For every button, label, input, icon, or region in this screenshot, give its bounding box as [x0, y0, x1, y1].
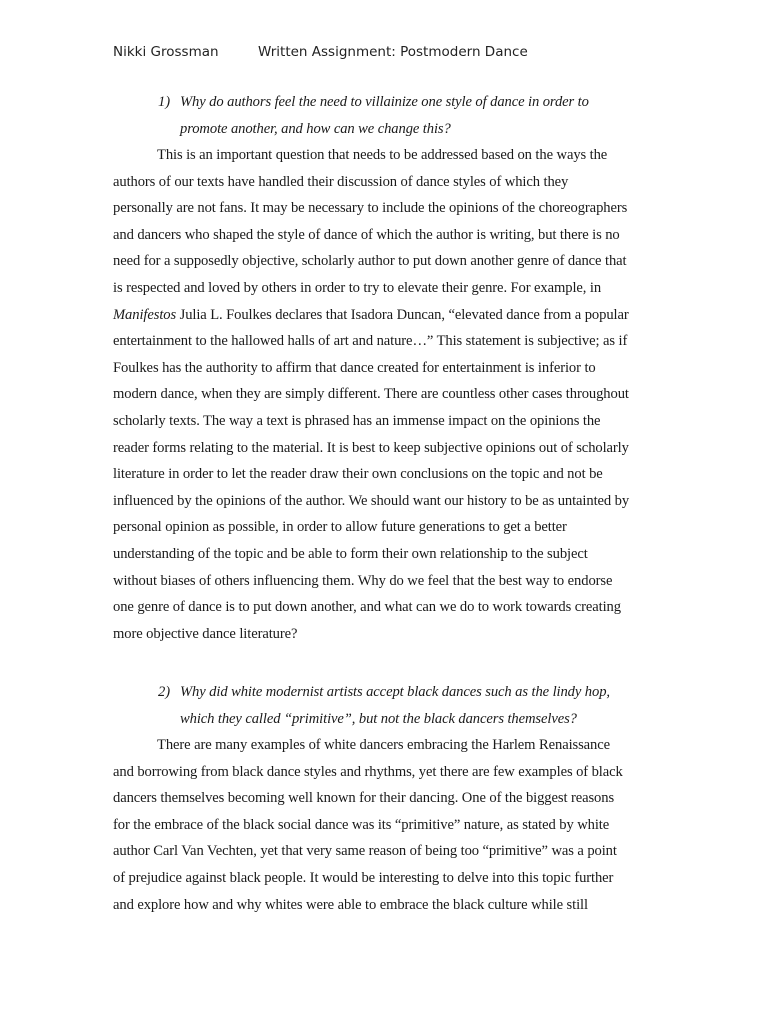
paragraph-line: entertainment to the hallowed halls of art and nature…” This statement is subjective; as if — [113, 333, 628, 350]
paragraph-line: Manifestos Julia L. Foulkes declares that Isadora Duncan, “elevated dance from a popular — [113, 306, 629, 323]
question-number: 2) — [158, 684, 170, 700]
paragraph-line: and dancers who shaped the style of dance of which the author is writing, but there is no — [113, 226, 620, 243]
author-name: Nikki Grossman — [113, 44, 219, 60]
paragraph-line: is respected and loved by others in order to try to elevate their genre. For example, in — [113, 280, 602, 296]
paragraph-line: more objective dance literature? — [113, 625, 298, 642]
question-line: Why do authors feel the need to villainize one style of dance in order to — [180, 94, 589, 110]
paragraph-line: personal opinion as possible, in order to allow future generations to get a better — [113, 519, 567, 536]
paragraph-line: modern dance, when they are simply different. There are countless other cases throughout — [113, 386, 629, 403]
question-number: 1) — [158, 94, 170, 110]
paragraph-line: personally are not fans. It may be necessary to include the opinions of the choreographers — [113, 200, 628, 217]
paragraph-line: for the embrace of the black social dance was its “primitive” nature, as stated by white — [113, 816, 610, 833]
paragraph-line: influenced by the opinions of the author. We should want our history to be as untainted by — [113, 492, 630, 509]
paragraph-line: need for a supposedly objective, scholarly author to put down another genre of dance that — [113, 253, 627, 270]
paragraph-line: and explore how and why whites were able to embrace the black culture while still — [113, 896, 588, 913]
assignment-title: Written Assignment: Postmodern Dance — [258, 44, 528, 60]
question-line: which they called “primitive”, but not the black dancers themselves? — [180, 710, 577, 727]
paragraph-line: dancers themselves becoming well known for their dancing. One of the biggest reasons — [113, 790, 615, 807]
question-line: promote another, and how can we change this? — [180, 120, 451, 137]
paragraph-line: of prejudice against black people. It would be interesting to delve into this topic further — [113, 870, 614, 886]
page-header — [113, 44, 528, 60]
book-title: Manifestos — [113, 306, 177, 323]
paragraph-line: reader forms relating to the material. It is best to keep subjective opinions out of scholarly — [113, 439, 629, 456]
paragraph-line: scholarly texts. The way a text is phrased has an immense impact on the opinions the — [113, 413, 601, 429]
paragraph-line: one genre of dance is to put down another, and what can we do to work towards creating — [113, 599, 621, 616]
paragraph-line: Foulkes has the authority to affirm that dance created for entertainment is inferior to — [113, 359, 596, 376]
question-line: Why did white modernist artists accept black dances such as the lindy hop, — [180, 684, 610, 700]
paragraph-line: literature in order to let the reader draw their own conclusions on the topic and not be — [113, 466, 603, 483]
paragraph-line: and borrowing from black dance styles and rhythms, yet there are few examples of black — [113, 763, 623, 780]
paragraph-line: author Carl Van Vechten, yet that very same reason of being too “primitive” was a point — [113, 843, 617, 860]
paragraph-line: There are many examples of white dancers embracing the Harlem Renaissance — [157, 737, 611, 753]
paragraph-line: without biases of others influencing them. Why do we feel that the best way to endorse — [113, 572, 613, 589]
paragraph-line: understanding of the topic and be able to form their own relationship to the subject — [113, 546, 588, 562]
paragraph-line: authors of our texts have handled their discussion of dance styles of which they — [113, 173, 569, 190]
paragraph-line: This is an important question that needs to be addressed based on the ways the — [157, 147, 608, 163]
